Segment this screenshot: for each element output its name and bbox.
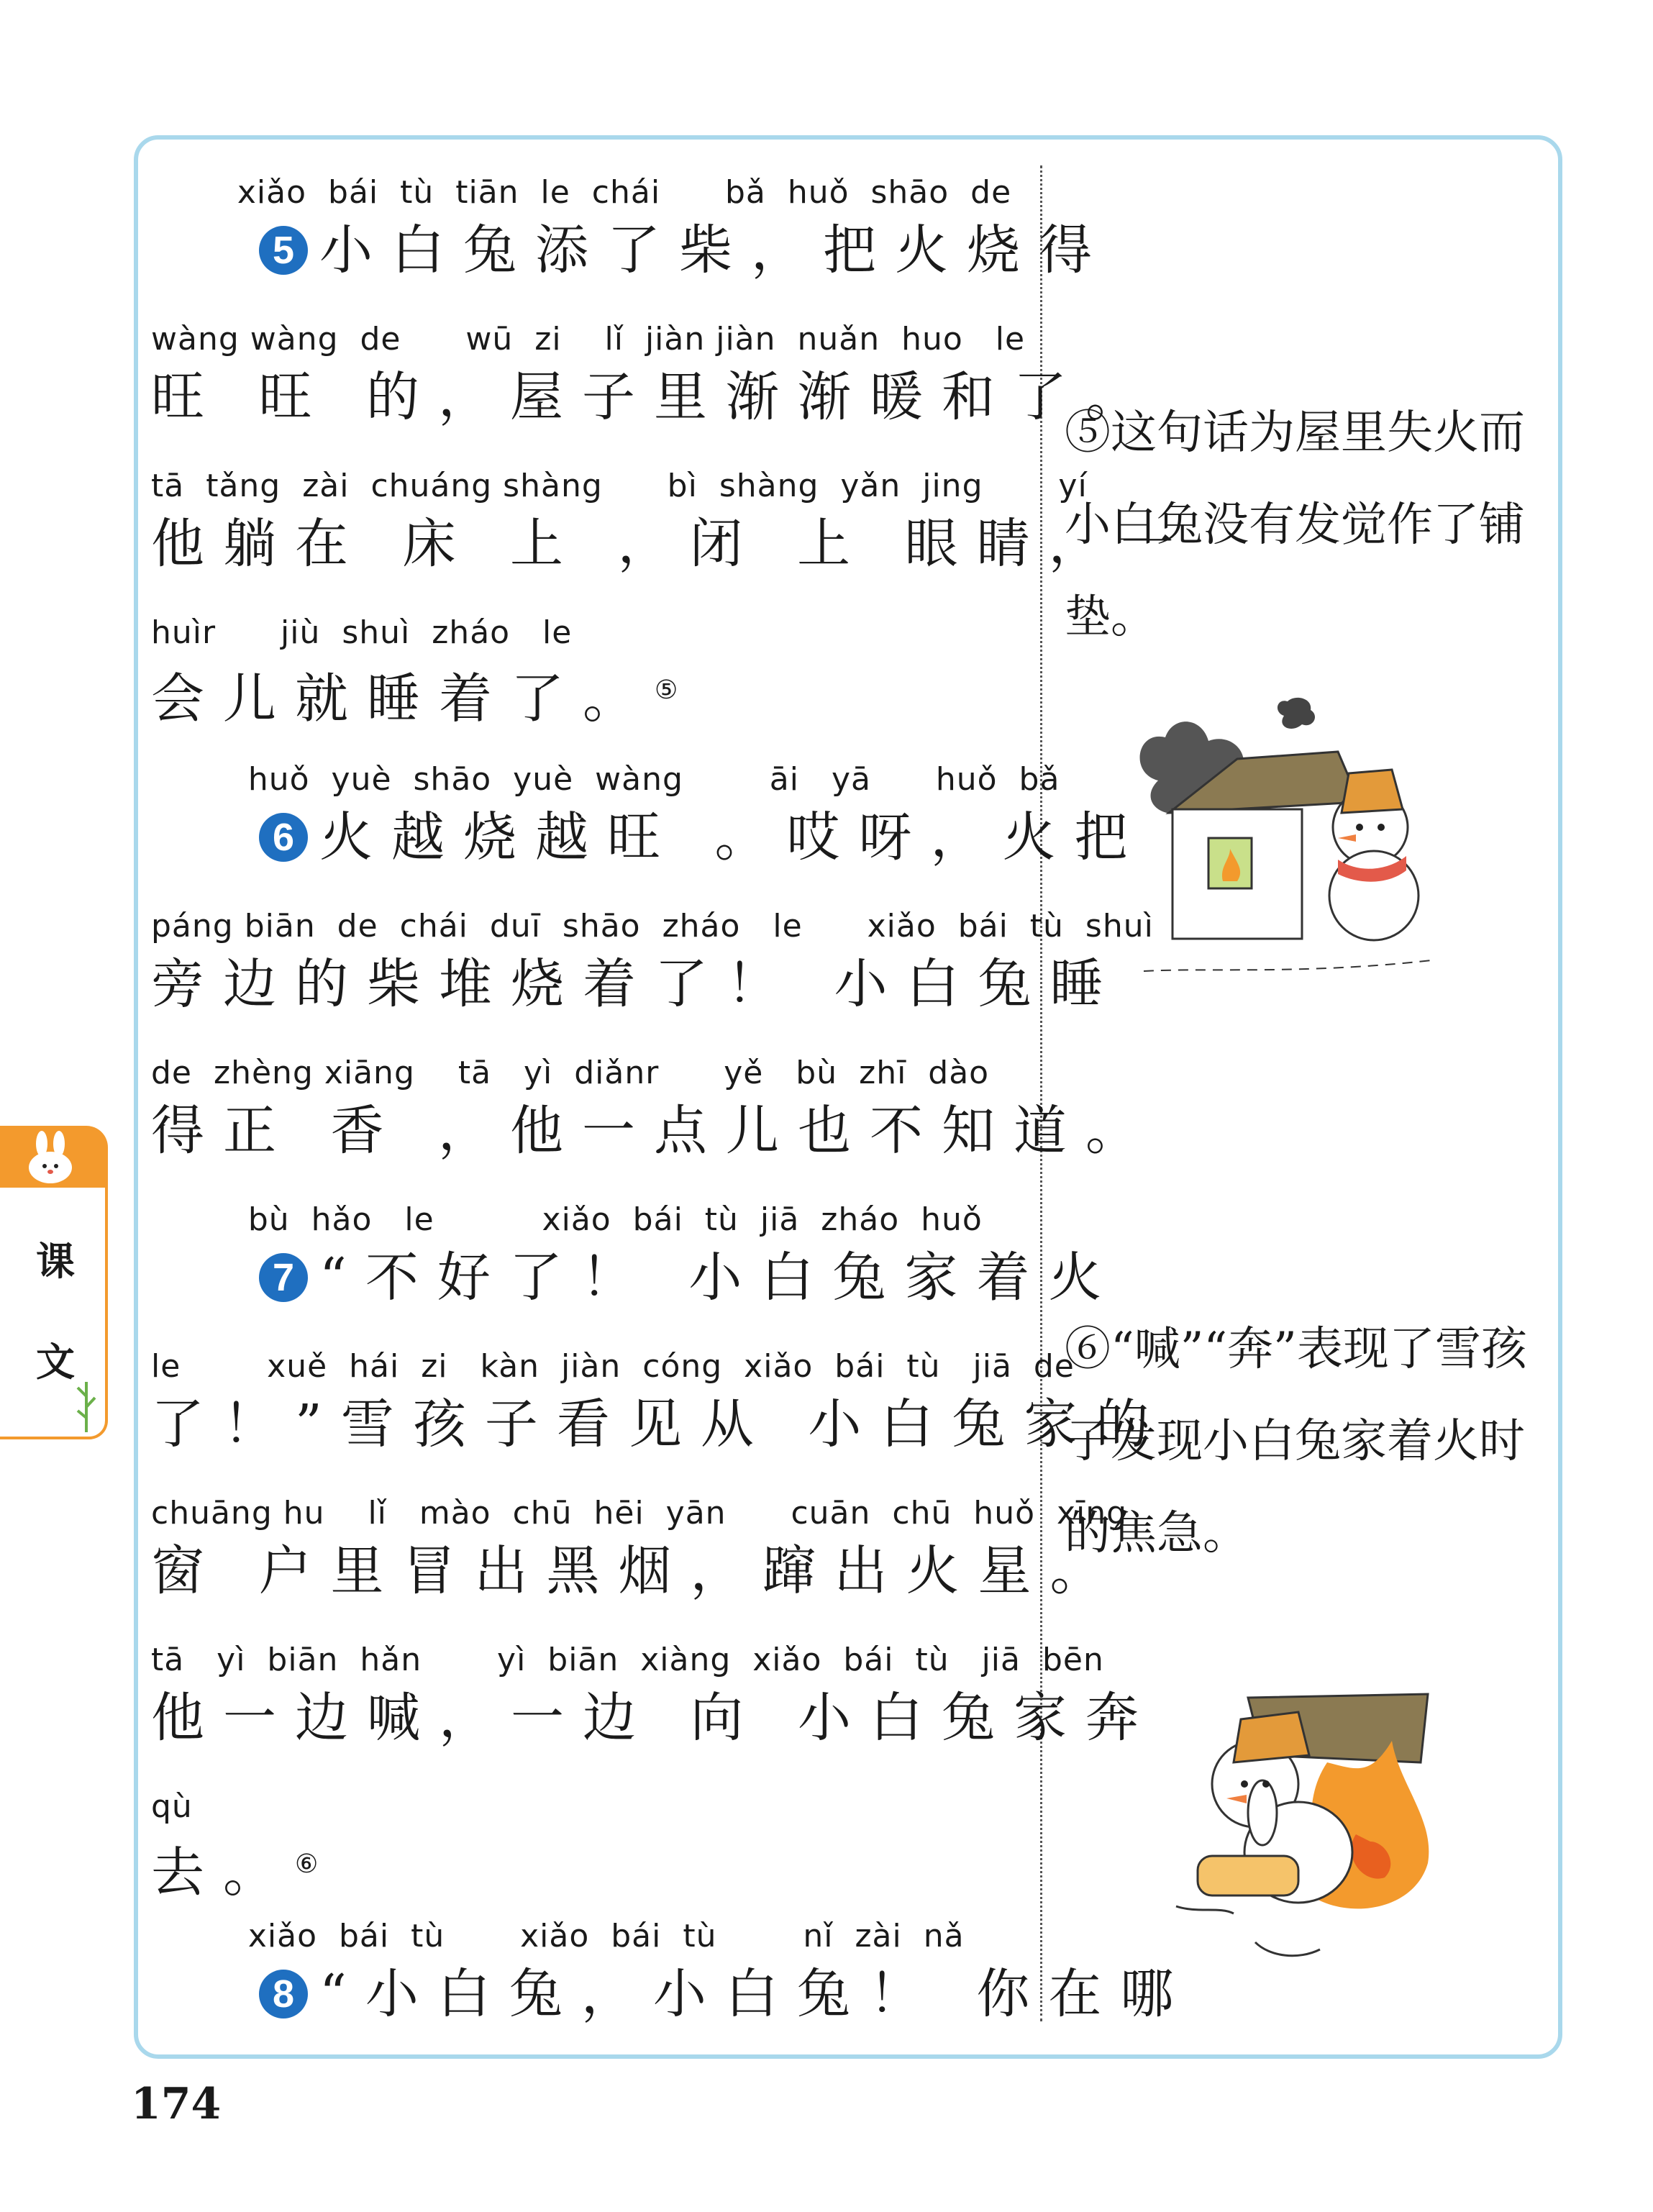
- text-line: [151, 1052, 1158, 1167]
- pinyin-line: de zhèng xiāng tā yì diǎnr yě bù zhī dào: [151, 1055, 990, 1091]
- text-line: [151, 905, 1154, 1020]
- pinyin-line: huǒ yuè shāo yuè wàng āi yā huǒ bǎ: [151, 761, 1060, 798]
- pinyin-line: chuāng hu lǐ mào chū hēi yān cuān chū huǒ xīng: [151, 1495, 1128, 1531]
- pinyin-line: tā tǎng zài chuáng shàng bì shàng yǎn jing yí: [151, 468, 1088, 504]
- page-number: 174: [131, 2079, 222, 2129]
- pinyin-line: bù hǎo le xiǎo bái tù jiā zháo huǒ: [151, 1201, 983, 1238]
- hanzi-line: 小白兔添了柴，把火烧得: [319, 219, 1111, 281]
- hanzi-line: “不好了！ 小白兔家着火: [319, 1247, 1121, 1308]
- paragraph-number-badge: 5: [259, 226, 308, 275]
- hanzi-line: 旁边的柴堆烧着了！ 小白兔睡: [151, 953, 1122, 1015]
- burning-house-snowman-image: [1122, 687, 1467, 989]
- paragraph-7: [151, 1198, 1168, 1932]
- text-line: [151, 1492, 1128, 1607]
- footnote-marker: ⑥: [295, 1849, 319, 1879]
- pinyin-line: wàng wàng de wū zi lǐ jiàn jiàn nuǎn huo le: [151, 321, 1026, 358]
- paragraph-number-badge: 6: [259, 813, 308, 862]
- text-line: [151, 1915, 1193, 2030]
- hanzi-line: 他躺在 床 上 ，闭 上 眼睛，一: [151, 513, 1193, 575]
- side-tab-char: 文: [36, 1339, 75, 1385]
- pinyin-line: xiǎo bái tù tiān le chái bǎ huǒ shāo de: [151, 174, 1012, 211]
- paragraph-number-badge: 7: [259, 1253, 308, 1302]
- hanzi-line: “小白兔，小白兔！ 你在哪: [319, 1963, 1193, 2025]
- pinyin-line: páng biān de chái duī shāo zháo le xiǎo bái tù shuì: [151, 908, 1154, 945]
- footnote-marker: ⑤: [655, 675, 678, 705]
- paragraph-8: [151, 1915, 1193, 2062]
- pinyin-line: qù: [151, 1788, 193, 1825]
- side-tab-char: 课: [36, 1238, 75, 1284]
- text-line: [151, 171, 1111, 286]
- hanzi-line: 他一边喊，一边 向 小白兔家奔: [151, 1687, 1158, 1749]
- paragraph-5: [151, 171, 1193, 758]
- hanzi-line: 旺 旺 的，屋子里渐渐暖和了。: [151, 366, 1158, 428]
- text-line: [151, 318, 1158, 433]
- text-line: [151, 1198, 1121, 1314]
- pinyin-line: huìr jiù shuì zháo le: [151, 614, 573, 651]
- text-line: [151, 1785, 1014, 1904]
- annotation-note-5: ⑤这句话为屋里失火而小白兔没有发觉作了铺垫。: [1065, 406, 1525, 644]
- hanzi-line: 了！”雪孩子看见从 小白兔家的: [151, 1393, 1168, 1455]
- snowman-rescue-rabbit-image: [1155, 1676, 1457, 1978]
- pinyin-line: le xuě hái zi kàn jiàn cóng xiǎo bái tù jiā de: [151, 1348, 1075, 1385]
- text-line: [151, 758, 1147, 873]
- pinyin-line: tā yì biān hǎn yì biān xiàng xiǎo bái tù jiā bēn: [151, 1642, 1104, 1678]
- text-line: [151, 465, 1193, 580]
- pinyin-line: xiǎo bái tù xiǎo bái tù nǐ zài nǎ: [151, 1918, 965, 1954]
- grass-icon: [72, 1367, 101, 1432]
- paragraph-number-badge: 8: [259, 1970, 308, 2018]
- hanzi-line: 火越烧越旺 。哎呀，火把: [319, 806, 1147, 868]
- paragraph-6: [151, 758, 1158, 1198]
- annotation-note-6: ⑥“喊”“奔”表现了雪孩子发现小白兔家着火时的焦急。: [1065, 1323, 1527, 1560]
- text-line: [151, 1639, 1158, 1754]
- rabbit-icon: [0, 1126, 108, 1185]
- hanzi-line: 去。: [151, 1842, 295, 1904]
- hanzi-line: 窗 户里冒出黑烟，蹿出火星。: [151, 1540, 1122, 1602]
- text-line: [151, 1345, 1168, 1460]
- hanzi-line: 会儿就睡着了。: [151, 668, 655, 730]
- text-line: [151, 611, 1014, 730]
- side-tab: [0, 1126, 108, 1437]
- hanzi-line: 得正 香 ，他一点儿也不知道。: [151, 1100, 1158, 1162]
